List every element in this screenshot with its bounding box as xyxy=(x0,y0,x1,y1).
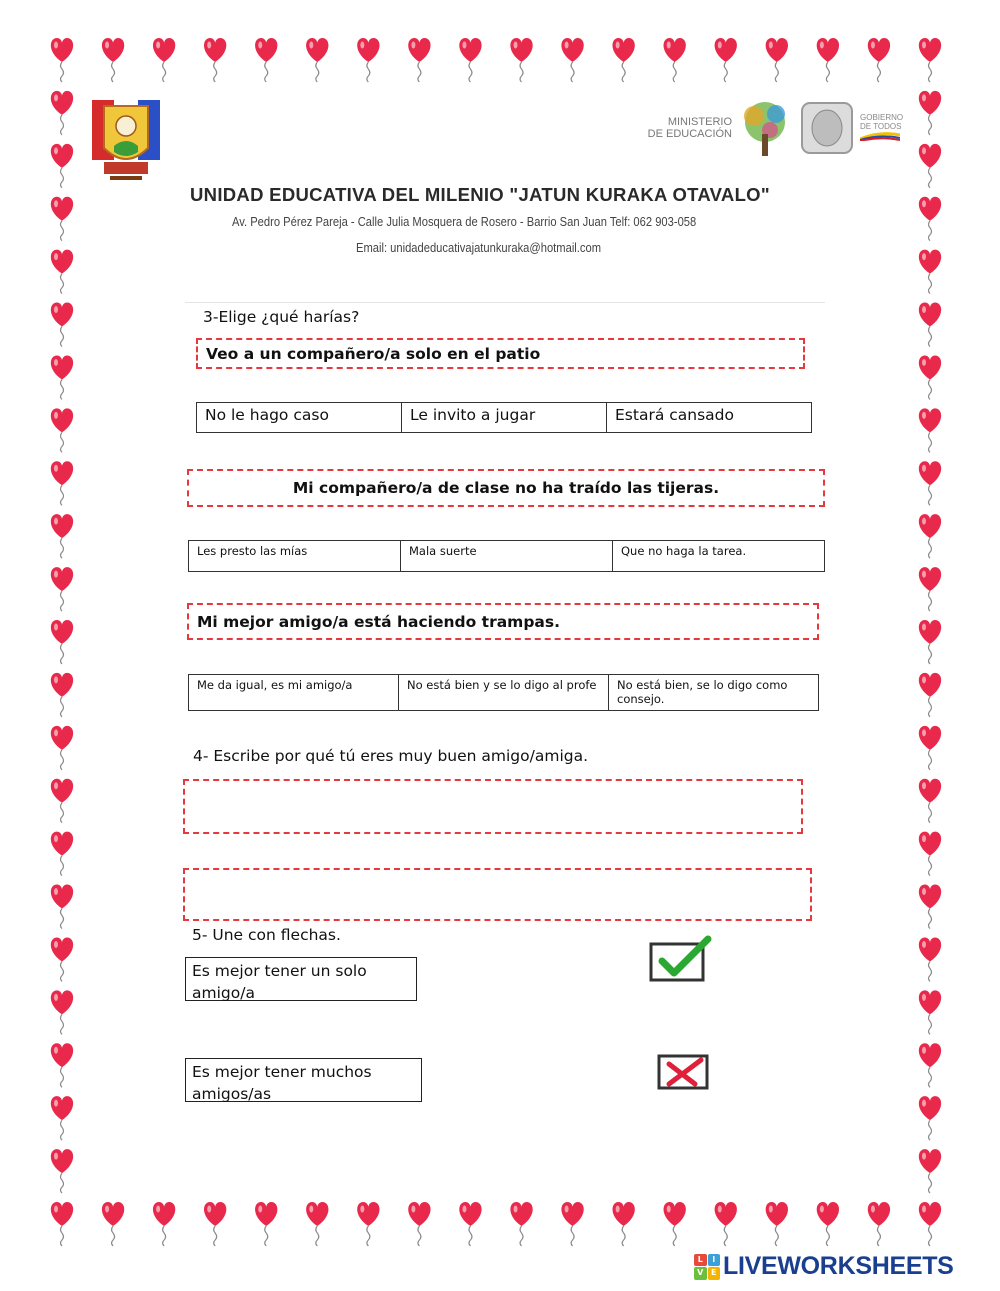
heart-balloon-icon xyxy=(715,38,737,82)
heart-balloon-icon xyxy=(868,38,890,82)
heart-balloon-icon xyxy=(408,38,430,82)
heart-balloon-icon xyxy=(51,832,73,876)
heart-balloon-icon xyxy=(664,1202,686,1246)
ministry-line-1: MINISTERIO xyxy=(667,116,732,128)
heart-balloon-icon xyxy=(306,1202,328,1246)
heart-balloon-icon xyxy=(153,1202,175,1246)
heart-balloon-icon xyxy=(153,38,175,82)
heart-balloon-icon xyxy=(561,38,583,82)
heart-balloon-icon xyxy=(51,779,73,823)
question-3-prompt: Mi mejor amigo/a está haciendo trampas. xyxy=(187,603,819,640)
heart-balloon-icon xyxy=(51,197,73,241)
logo-letter-i: I xyxy=(708,1254,721,1267)
q3-option-3[interactable]: No está bien, se lo digo como consejo. xyxy=(609,675,819,711)
heart-balloon-icon xyxy=(51,620,73,664)
heart-balloon-icon xyxy=(51,303,73,347)
heart-balloon-icon xyxy=(51,250,73,294)
heart-balloon-icon xyxy=(919,1202,941,1246)
q2-option-2[interactable]: Mala suerte xyxy=(401,541,613,572)
heart-balloon-icon xyxy=(919,461,941,505)
heart-balloon-icon xyxy=(51,461,73,505)
heart-balloon-icon xyxy=(51,937,73,981)
ministry-text xyxy=(640,116,732,140)
heart-balloon-icon xyxy=(919,250,941,294)
cross-box-icon[interactable] xyxy=(655,1052,713,1092)
logo-letter-e: E xyxy=(708,1267,721,1280)
heart-balloon-icon xyxy=(51,38,73,82)
tree-logo xyxy=(736,98,794,158)
school-address: Av. Pedro Pérez Pareja - Calle Julia Mosquera de Rosero - Barrio San Juan Telf: 062 903-058 xyxy=(232,214,697,229)
school-email: Email: unidadeducativajatunkuraka@hotmail.com xyxy=(356,240,602,255)
match-item-2[interactable]: Es mejor tener muchos amigos/as xyxy=(185,1058,422,1102)
heart-balloon-icon xyxy=(51,673,73,717)
heart-balloon-icon xyxy=(51,1202,73,1246)
heart-balloon-icon xyxy=(561,1202,583,1246)
school-crest-logo xyxy=(90,96,162,182)
heart-balloon-icon xyxy=(817,1202,839,1246)
heart-balloon-icon xyxy=(204,38,226,82)
heart-balloon-icon xyxy=(919,1149,941,1193)
heart-balloon-icon xyxy=(51,990,73,1034)
gob-line-2: DE TODOS xyxy=(860,122,902,131)
match-item-1[interactable]: Es mejor tener un solo amigo/a xyxy=(185,957,417,1001)
heart-balloon-icon xyxy=(51,885,73,929)
government-seal xyxy=(798,99,856,157)
heart-balloon-icon xyxy=(919,303,941,347)
heart-balloon-icon xyxy=(510,1202,532,1246)
heart-balloon-icon xyxy=(919,514,941,558)
heart-balloon-icon xyxy=(919,1096,941,1140)
heart-balloon-icon xyxy=(766,1202,788,1246)
answer-field-2[interactable] xyxy=(183,868,812,921)
q1-option-3[interactable]: Estará cansado xyxy=(607,403,812,433)
answer-field-1[interactable] xyxy=(183,779,803,834)
heart-balloon-icon xyxy=(919,832,941,876)
brand-name: LIVEWORKSHEETS xyxy=(723,1252,954,1280)
heart-balloon-icon xyxy=(612,38,634,82)
heart-balloon-icon xyxy=(766,38,788,82)
heart-balloon-icon xyxy=(51,408,73,452)
heart-balloon-icon xyxy=(919,990,941,1034)
q3-option-2[interactable]: No está bien y se lo digo al profe xyxy=(399,675,609,711)
heart-balloon-icon xyxy=(102,38,124,82)
gob-line-1: GOBIERNO xyxy=(860,113,904,122)
heart-balloon-icon xyxy=(51,726,73,770)
q1-option-2[interactable]: Le invito a jugar xyxy=(402,403,607,433)
heart-balloon-icon xyxy=(919,885,941,929)
heart-balloon-icon xyxy=(919,726,941,770)
gob-text xyxy=(860,113,910,143)
heart-balloon-icon xyxy=(919,567,941,611)
question-1-prompt: Veo a un compañero/a solo en el patio xyxy=(196,338,805,369)
heart-balloon-icon xyxy=(51,567,73,611)
header-divider xyxy=(185,302,825,303)
section-5-heading: 5- Une con flechas. xyxy=(192,926,341,944)
q2-option-3[interactable]: Que no haga la tarea. xyxy=(613,541,825,572)
heart-balloon-icon xyxy=(919,779,941,823)
liveworksheets-logo-icon xyxy=(694,1254,720,1280)
heart-balloon-icon xyxy=(51,1149,73,1193)
heart-balloon-icon xyxy=(357,1202,379,1246)
heart-balloon-icon xyxy=(919,1043,941,1087)
heart-balloon-icon xyxy=(510,38,532,82)
heart-balloon-icon xyxy=(51,514,73,558)
q3-option-1[interactable]: Me da igual, es mi amigo/a xyxy=(189,675,399,711)
heart-balloon-icon xyxy=(715,1202,737,1246)
school-name: UNIDAD EDUCATIVA DEL MILENIO "JATUN KURAKA OTAVALO" xyxy=(190,184,770,205)
question-1-options xyxy=(196,402,812,433)
q2-option-1[interactable]: Les presto las mías xyxy=(189,541,401,572)
heart-balloon-icon xyxy=(51,355,73,399)
heart-balloon-icon xyxy=(919,355,941,399)
heart-balloon-icon xyxy=(919,38,941,82)
heart-balloon-icon xyxy=(51,144,73,188)
heart-balloon-icon xyxy=(459,1202,481,1246)
ministry-logos xyxy=(640,96,920,160)
heart-balloon-icon xyxy=(919,91,941,135)
section-3-heading: 3-Elige ¿qué harías? xyxy=(203,308,360,326)
heart-balloon-icon xyxy=(868,1202,890,1246)
ministry-line-2: DE EDUCACIÓN xyxy=(647,128,732,140)
flag-stripe-icon xyxy=(860,131,900,141)
heart-balloon-icon xyxy=(255,38,277,82)
heart-balloon-icon xyxy=(357,38,379,82)
logo-letter-v: V xyxy=(694,1267,707,1280)
heart-balloon-icon xyxy=(919,673,941,717)
checkmark-box-icon[interactable] xyxy=(646,933,716,985)
heart-balloon-icon xyxy=(919,408,941,452)
heart-balloon-icon xyxy=(204,1202,226,1246)
question-2-options xyxy=(188,540,825,572)
q1-option-1[interactable]: No le hago caso xyxy=(197,403,402,433)
heart-balloon-icon xyxy=(919,937,941,981)
heart-balloon-icon xyxy=(408,1202,430,1246)
logo-letter-l: L xyxy=(694,1254,707,1267)
heart-balloon-icon xyxy=(612,1202,634,1246)
heart-balloon-icon xyxy=(919,144,941,188)
liveworksheets-footer xyxy=(694,1252,954,1281)
heart-balloon-icon xyxy=(51,1043,73,1087)
heart-balloon-icon xyxy=(459,38,481,82)
heart-balloon-icon xyxy=(255,1202,277,1246)
heart-balloon-icon xyxy=(102,1202,124,1246)
heart-balloon-icon xyxy=(919,620,941,664)
heart-balloon-icon xyxy=(919,197,941,241)
question-2-prompt: Mi compañero/a de clase no ha traído las tijeras. xyxy=(187,469,825,507)
heart-balloon-icon xyxy=(306,38,328,82)
question-3-options xyxy=(188,674,819,711)
heart-balloon-icon xyxy=(51,1096,73,1140)
heart-balloon-icon xyxy=(664,38,686,82)
heart-balloon-icon xyxy=(817,38,839,82)
heart-balloon-icon xyxy=(51,91,73,135)
section-4-heading: 4- Escribe por qué tú eres muy buen amigo/amiga. xyxy=(193,747,589,765)
